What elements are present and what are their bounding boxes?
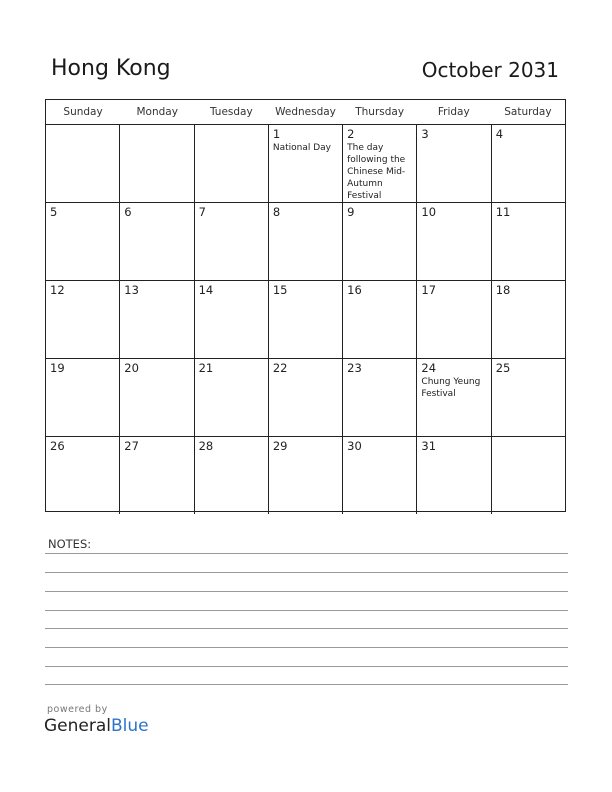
generalblue-logo[interactable] [44,716,149,736]
notes-line [45,666,568,667]
notes-line [45,610,568,611]
day-cell [492,281,565,358]
day-cell [46,125,120,202]
powered-by-text: powered by [47,704,108,715]
day-cell [120,437,194,514]
day-number: 8 [272,205,281,219]
weekday-monday: Monday [136,106,178,118]
day-cell [120,359,194,436]
day-cell [195,359,269,436]
day-cell [120,203,194,280]
day-number: 9 [347,205,355,219]
day-cell [46,437,120,514]
day-cell [195,203,269,280]
day-number: 2 [347,127,355,141]
day-cell [269,125,343,202]
day-cell [269,281,343,358]
day-number: 4 [495,127,504,141]
week-row-3 [46,281,565,359]
day-number: 6 [124,205,132,219]
day-number: 3 [421,127,429,141]
day-number: 26 [50,439,65,453]
day-cell [195,437,269,514]
notes-line [45,684,568,685]
day-cell [343,437,417,514]
day-number: 23 [347,361,362,375]
notes-line [45,647,568,648]
day-cell [492,437,565,514]
notes-line [45,628,568,629]
day-cell [269,203,343,280]
day-cell [492,203,565,280]
month-title: October 2031 [421,58,559,82]
day-cell [195,125,269,202]
region-title: Hong Kong [51,56,171,81]
brand-general: General [44,716,111,736]
week-row-4 [46,359,565,437]
weekday-header-row [46,100,565,125]
day-number: 31 [421,439,437,453]
holiday-label: The day following the Chinese Mid-Autumn Festival [347,143,406,201]
day-cell [269,359,343,436]
day-number: 30 [347,439,362,453]
day-cell [46,281,120,358]
day-number: 19 [50,361,65,375]
day-number: 25 [495,361,511,375]
weekday-friday: Friday [437,106,470,118]
day-number: 15 [272,283,288,297]
notes-label: NOTES: [48,537,92,551]
weekday-wednesday: Wednesday [275,106,336,118]
day-cell [343,203,417,280]
day-number: 22 [272,361,288,375]
day-cell [417,437,491,514]
weekday-saturday: Saturday [504,106,552,118]
day-number: 7 [198,205,206,219]
day-cell [492,125,565,202]
day-number: 5 [50,205,58,219]
day-number: 20 [124,361,139,375]
day-number: 1 [272,127,281,141]
day-cell [417,359,491,436]
day-number: 18 [495,283,511,297]
day-cell [195,281,269,358]
week-row-5 [46,437,565,514]
holiday-label: Chung Yeung Festival [421,377,481,399]
day-number: 11 [495,205,511,219]
brand-blue: Blue [111,716,149,736]
calendar-grid [45,99,566,512]
day-number: 14 [198,283,214,297]
notes-line [45,553,568,554]
day-number: 21 [198,361,214,375]
weekday-sunday: Sunday [63,106,103,118]
day-cell [492,359,565,436]
day-number: 24 [421,361,437,375]
day-cell [417,203,491,280]
weekday-thursday: Thursday [355,106,405,118]
day-cell [417,125,491,202]
day-cell [46,359,120,436]
notes-line [45,572,568,573]
day-cell [343,359,417,436]
notes-line [45,591,568,592]
week-row-2 [46,203,565,281]
day-number: 17 [421,283,437,297]
day-number: 16 [347,283,362,297]
day-number: 28 [198,439,214,453]
day-number: 27 [124,439,139,453]
day-cell [343,125,417,202]
day-cell [269,437,343,514]
day-number: 12 [50,283,65,297]
day-number: 10 [421,205,437,219]
day-cell [343,281,417,358]
day-cell [120,281,194,358]
day-number: 29 [272,439,288,453]
holiday-label: National Day [272,143,331,153]
week-row-1 [46,125,565,203]
weekday-tuesday: Tuesday [209,106,253,118]
day-cell [120,125,194,202]
day-number: 13 [124,283,139,297]
day-cell [417,281,491,358]
day-cell [46,203,120,280]
